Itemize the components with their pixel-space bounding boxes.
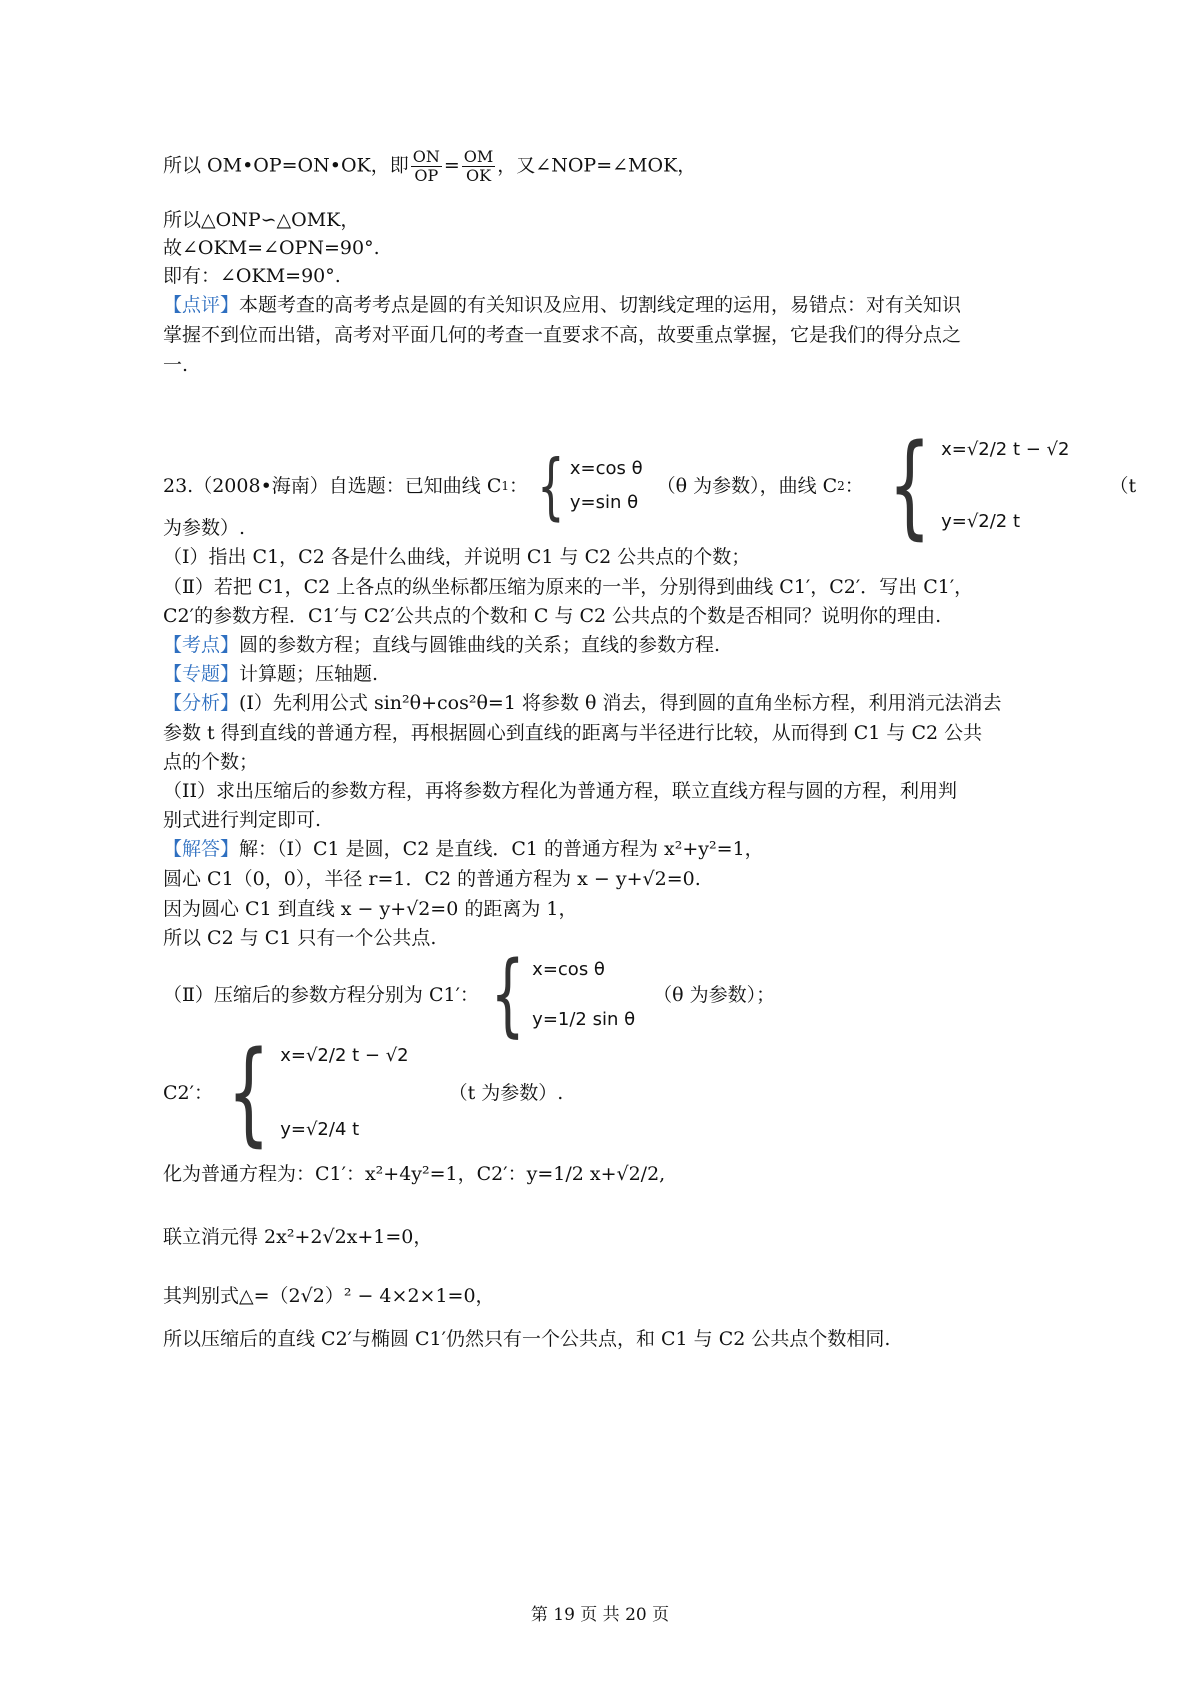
line-2: 所以△ONP∽△OMK，	[163, 209, 360, 231]
fenxi-line-1: 【分析】(I）先利用公式 sin²θ+cos²θ=1 将参数 θ 消去，得到圆的直角坐标方程，利用消元法消去	[163, 692, 1002, 714]
jieda-line-10: 所以压缩后的直线 C2′与椭圆 C1′仍然只有一个公共点，和 C1 与 C2 公共点个数相同.	[163, 1328, 891, 1350]
jieda-line-5: （Ⅱ）压缩后的参数方程分别为 C1′： { x=cos θ y=1/2 sin θ （θ 为参数）；	[163, 942, 776, 1047]
question-23-part2: （Ⅱ）若把 C1，C2 上各点的纵坐标都压缩为原来的一半，分别得到曲线 C1′，C2′．写出 C1′，	[163, 576, 974, 598]
question-23-part1: （Ⅰ）指出 C1，C2 各是什么曲线，并说明 C1 与 C2 公共点的个数；	[163, 546, 751, 568]
page-number: 第 19 页 共 20 页	[530, 1605, 670, 1625]
fenxi-line-2: 参数 t 得到直线的普通方程，再根据圆心到直线的距离与半径进行比较，从而得到 C1 与 C2 公共	[163, 722, 983, 744]
jieda-line-6: C2′： { x=√2/2 t − √2 y=√2/4 t （t 为参数）.	[163, 1028, 564, 1158]
c2-parametric-system: { x=√2/2 t − √2 y=√2/2 t	[888, 421, 1070, 551]
jieda-line-9: 其判别式△=（2√2）² − 4×2×1=0，	[163, 1285, 495, 1307]
jieda-line-4: 所以 C2 与 C1 只有一个公共点.	[163, 927, 437, 949]
line-3: 故∠OKM=∠OPN=90°.	[163, 237, 380, 259]
line-1: 所以 OM•OP=ON•OK，即 $\frac{ON}{OP}$ = $\frac{OM}{OK}$ ，又∠NOP=∠MOK，	[163, 147, 697, 185]
zhuanti-line: 【专题】计算题；压轴题.	[163, 663, 379, 685]
fraction-om-ok: $\frac{OM}{OK}$	[463, 147, 494, 185]
jieda-line-8: 联立消元得 2x²+2√2x+1=0，	[163, 1226, 433, 1248]
c1-prime-system: { x=cos θ y=1/2 sin θ	[490, 942, 636, 1047]
fenxi-line-5: 别式进行判定即可.	[163, 809, 322, 831]
c1-parametric-system: { x=cos θ y=sin θ	[537, 444, 643, 528]
comment-line-1: 【点评】本题考查的高考考点是圆的有关知识及应用、切割线定理的运用，易错点：对有关知识	[163, 294, 962, 316]
comment-tag: 【点评】	[163, 294, 240, 316]
brace-icon: {	[490, 942, 525, 1047]
question-23-param: 为参数）.	[163, 517, 246, 539]
jieda-line-2: 圆心 C1（0，0），半径 r=1．C2 的普通方程为 x − y+√2=0.	[163, 868, 701, 890]
text: 所以 OM•OP=ON•OK，即	[163, 154, 409, 177]
fenxi-line-3: 点的个数；	[163, 751, 259, 773]
brace-icon: {	[888, 421, 931, 551]
jieda-line-7: 化为普通方程为：C1′：x²+4y²=1，C2′：y=1/2 x+√2/2,	[163, 1163, 666, 1185]
c2-prime-system: { x=√2/2 t − √2 y=√2/4 t	[227, 1028, 409, 1158]
line-4: 即有：∠OKM=90°.	[163, 265, 341, 287]
jieda-line-3: 因为圆心 C1 到直线 x − y+√2=0 的距离为 1，	[163, 898, 578, 920]
kaodian-line: 【考点】圆的参数方程；直线与圆锥曲线的关系；直线的参数方程.	[163, 634, 721, 656]
fraction-on-op: $\frac{ON}{OP}$	[412, 147, 440, 185]
jieda-line-1: 【解答】解：（Ⅰ）C1 是圆，C2 是直线．C1 的普通方程为 x²+y²=1，	[163, 838, 764, 860]
question-23-stem: 23.（2008•海南）自选题：已知曲线 C 1 ： { x=cos θ y=sin θ （θ 为参数），曲线 C 2 ： { x=√2/2 t − √2 y=√2/2 t （t	[163, 421, 1137, 551]
fenxi-line-4: （II）求出压缩后的参数方程，再将参数方程化为普通方程，联立直线方程与圆的方程，利用判	[163, 780, 958, 802]
comment-line-3: 一.	[163, 354, 189, 376]
brace-icon: {	[227, 1028, 270, 1158]
brace-icon: {	[537, 444, 565, 528]
comment-line-2: 掌握不到位而出错，高考对平面几何的考查一直要求不高，故要重点掌握，它是我们的得分点之	[163, 324, 962, 346]
question-23-part2-cont: C2′的参数方程．C1′与 C2′公共点的个数和 C 与 C2 公共点的个数是否相同？说明你的理由.	[163, 605, 942, 627]
